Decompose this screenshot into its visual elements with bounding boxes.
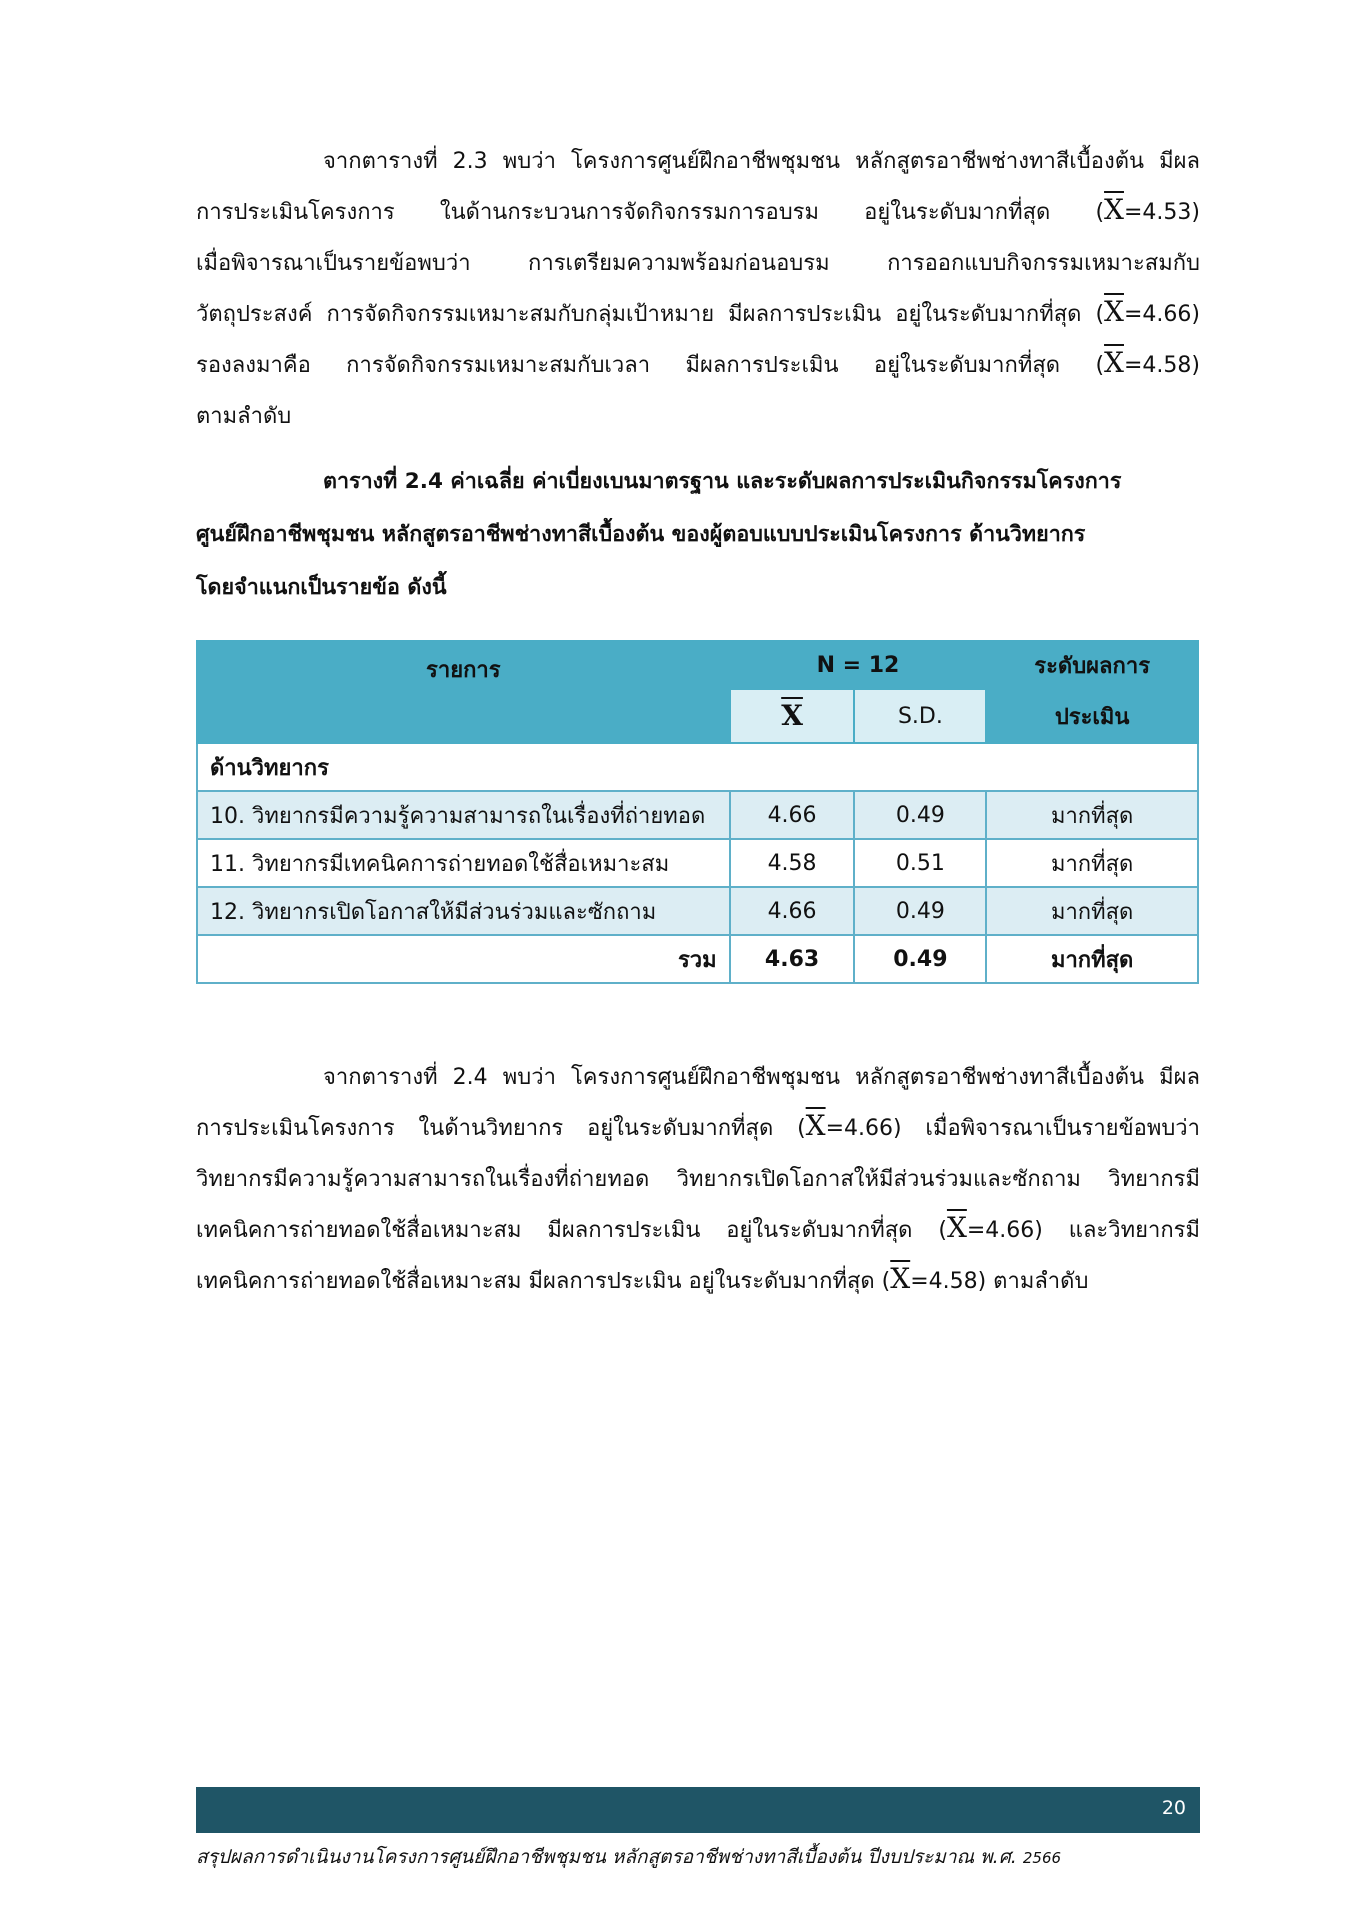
caption-line: ศูนย์ฝึกอาชีพชุมชน หลักสูตรอาชีพช่างทาสีเบื้องต้น ของผู้ตอบแบบประเมินโครงการ ด้านวิทยากร [196, 522, 1086, 547]
caption-line: โดยจำแนกเป็นรายข้อ ดังนี้ [196, 575, 447, 600]
text-line: ตามลำดับ [196, 404, 292, 429]
text-line: จากตารางที่ 2.3 พบว่า โครงการศูนย์ฝึกอาชีพชุมชน หลักสูตรอาชีพช่างทาสีเบื้องต้น มีผล [323, 149, 1200, 174]
header-sd: S.D. [854, 689, 986, 743]
row-mean: 4.66 [730, 791, 855, 839]
header-item: รายการ [197, 641, 730, 743]
row-level: มากที่สุด [986, 839, 1198, 887]
header-level-2: ประเมิน [986, 689, 1198, 743]
row-mean: 4.66 [730, 887, 855, 935]
footer-year: 2566 [1022, 1849, 1062, 1867]
table-row [197, 887, 1198, 935]
caption-line: ตารางที่ 2.4 ค่าเฉลี่ย ค่าเบี่ยงเบนมาตรฐาน และระดับผลการประเมินกิจกรรมโครงการ [323, 469, 1122, 494]
row-level: มากที่สุด [986, 887, 1198, 935]
row-item: 11. วิทยากรมีเทคนิคการถ่ายทอดใช้สื่อเหมาะสม [197, 839, 730, 887]
text-line: วัตถุประสงค์ การจัดกิจกรรมเหมาะสมกับกลุ่มเป้าหมาย มีผลการประเมิน อยู่ในระดับมากที่สุด $(\overline{X}=4.66)$ [196, 295, 1200, 328]
footer-caption: สรุปผลการดำเนินงานโครงการศูนย์ฝึกอาชีพชุมชน หลักสูตรอาชีพช่างทาสีเบื้องต้น ปีงบประมาณ พ.ศ. 2566 [196, 1846, 1062, 1868]
header-level-1: ระดับผลการ [986, 641, 1198, 689]
mean-symbol: $\overline{X}$ [1104, 295, 1124, 328]
row-sd: 0.49 [854, 887, 986, 935]
paragraph-table-2-4-summary [196, 1052, 1200, 1307]
table-row [197, 791, 1198, 839]
row-sd: 0.49 [854, 791, 986, 839]
text-line: จากตารางที่ 2.4 พบว่า โครงการศูนย์ฝึกอาชีพชุมชน หลักสูตรอาชีพช่างทาสีเบื้องต้น มีผล [323, 1065, 1200, 1090]
row-mean: 4.58 [730, 839, 855, 887]
mean-symbol: $\overline{X}$ [1104, 346, 1124, 379]
mean-symbol: $\overline{X}$ [805, 1109, 826, 1142]
text-line: เทคนิคการถ่ายทอดใช้สื่อเหมาะสม มีผลการประเมิน อยู่ในระดับมากที่สุด $(\overline{X}=4.58)$ ตามลำดับ [196, 1262, 1089, 1295]
text-line: การประเมินโครงการ ในด้านวิทยากร อยู่ในระดับมากที่สุด $(\overline{X}=4.66)$ เมื่อพิจารณาเป็นรายข้อพบว่า [196, 1109, 1200, 1142]
text-line: เทคนิคการถ่ายทอดใช้สื่อเหมาะสม มีผลการประเมิน อยู่ในระดับมากที่สุด $(\overline{X}=4.66)$ และวิทยากรมี [196, 1211, 1200, 1244]
table-caption [196, 455, 1200, 614]
text-line: รองลงมาคือ การจัดกิจกรรมเหมาะสมกับเวลา มีผลการประเมิน อยู่ในระดับมากที่สุด $(\overline{X}=4.58)$ [196, 346, 1200, 379]
section-row [197, 743, 1198, 791]
footer-bar [196, 1787, 1200, 1833]
total-mean: 4.63 [730, 935, 855, 983]
text-line: การประเมินโครงการ ในด้านกระบวนการจัดกิจกรรมการอบรม อยู่ในระดับมากที่สุด $(\overline{X}=4.53)$ [196, 193, 1200, 226]
total-row [197, 935, 1198, 983]
evaluation-table [196, 640, 1199, 984]
header-mean: $\overline{X}$ [730, 689, 855, 743]
total-level: มากที่สุด [986, 935, 1198, 983]
paragraph-table-2-3-summary [196, 136, 1200, 442]
page-number: 20 [1161, 1797, 1186, 1819]
text-line: วิทยากรมีความรู้ความสามารถในเรื่องที่ถ่ายทอด วิทยากรเปิดโอกาสให้มีส่วนร่วมและซักถาม วิทยากรมี [196, 1167, 1200, 1192]
header-n: N = 12 [730, 641, 987, 689]
mean-symbol: $\overline{X}$ [946, 1211, 967, 1244]
row-item: 10. วิทยากรมีความรู้ความสามารถในเรื่องที่ถ่ายทอด [197, 791, 730, 839]
table-header-row [197, 641, 1198, 689]
table-row [197, 839, 1198, 887]
mean-symbol: $\overline{X}$ [1104, 193, 1124, 226]
row-level: มากที่สุด [986, 791, 1198, 839]
mean-symbol: $\overline{X}$ [890, 1262, 911, 1295]
text-line: เมื่อพิจารณาเป็นรายข้อพบว่า การเตรียมความพร้อมก่อนอบรม การออกแบบกิจกรรมเหมาะสมกับ [196, 251, 1200, 276]
total-label: รวม [197, 935, 730, 983]
row-sd: 0.51 [854, 839, 986, 887]
total-sd: 0.49 [854, 935, 986, 983]
row-item: 12. วิทยากรเปิดโอกาสให้มีส่วนร่วมและซักถาม [197, 887, 730, 935]
section-label: ด้านวิทยากร [197, 743, 1198, 791]
